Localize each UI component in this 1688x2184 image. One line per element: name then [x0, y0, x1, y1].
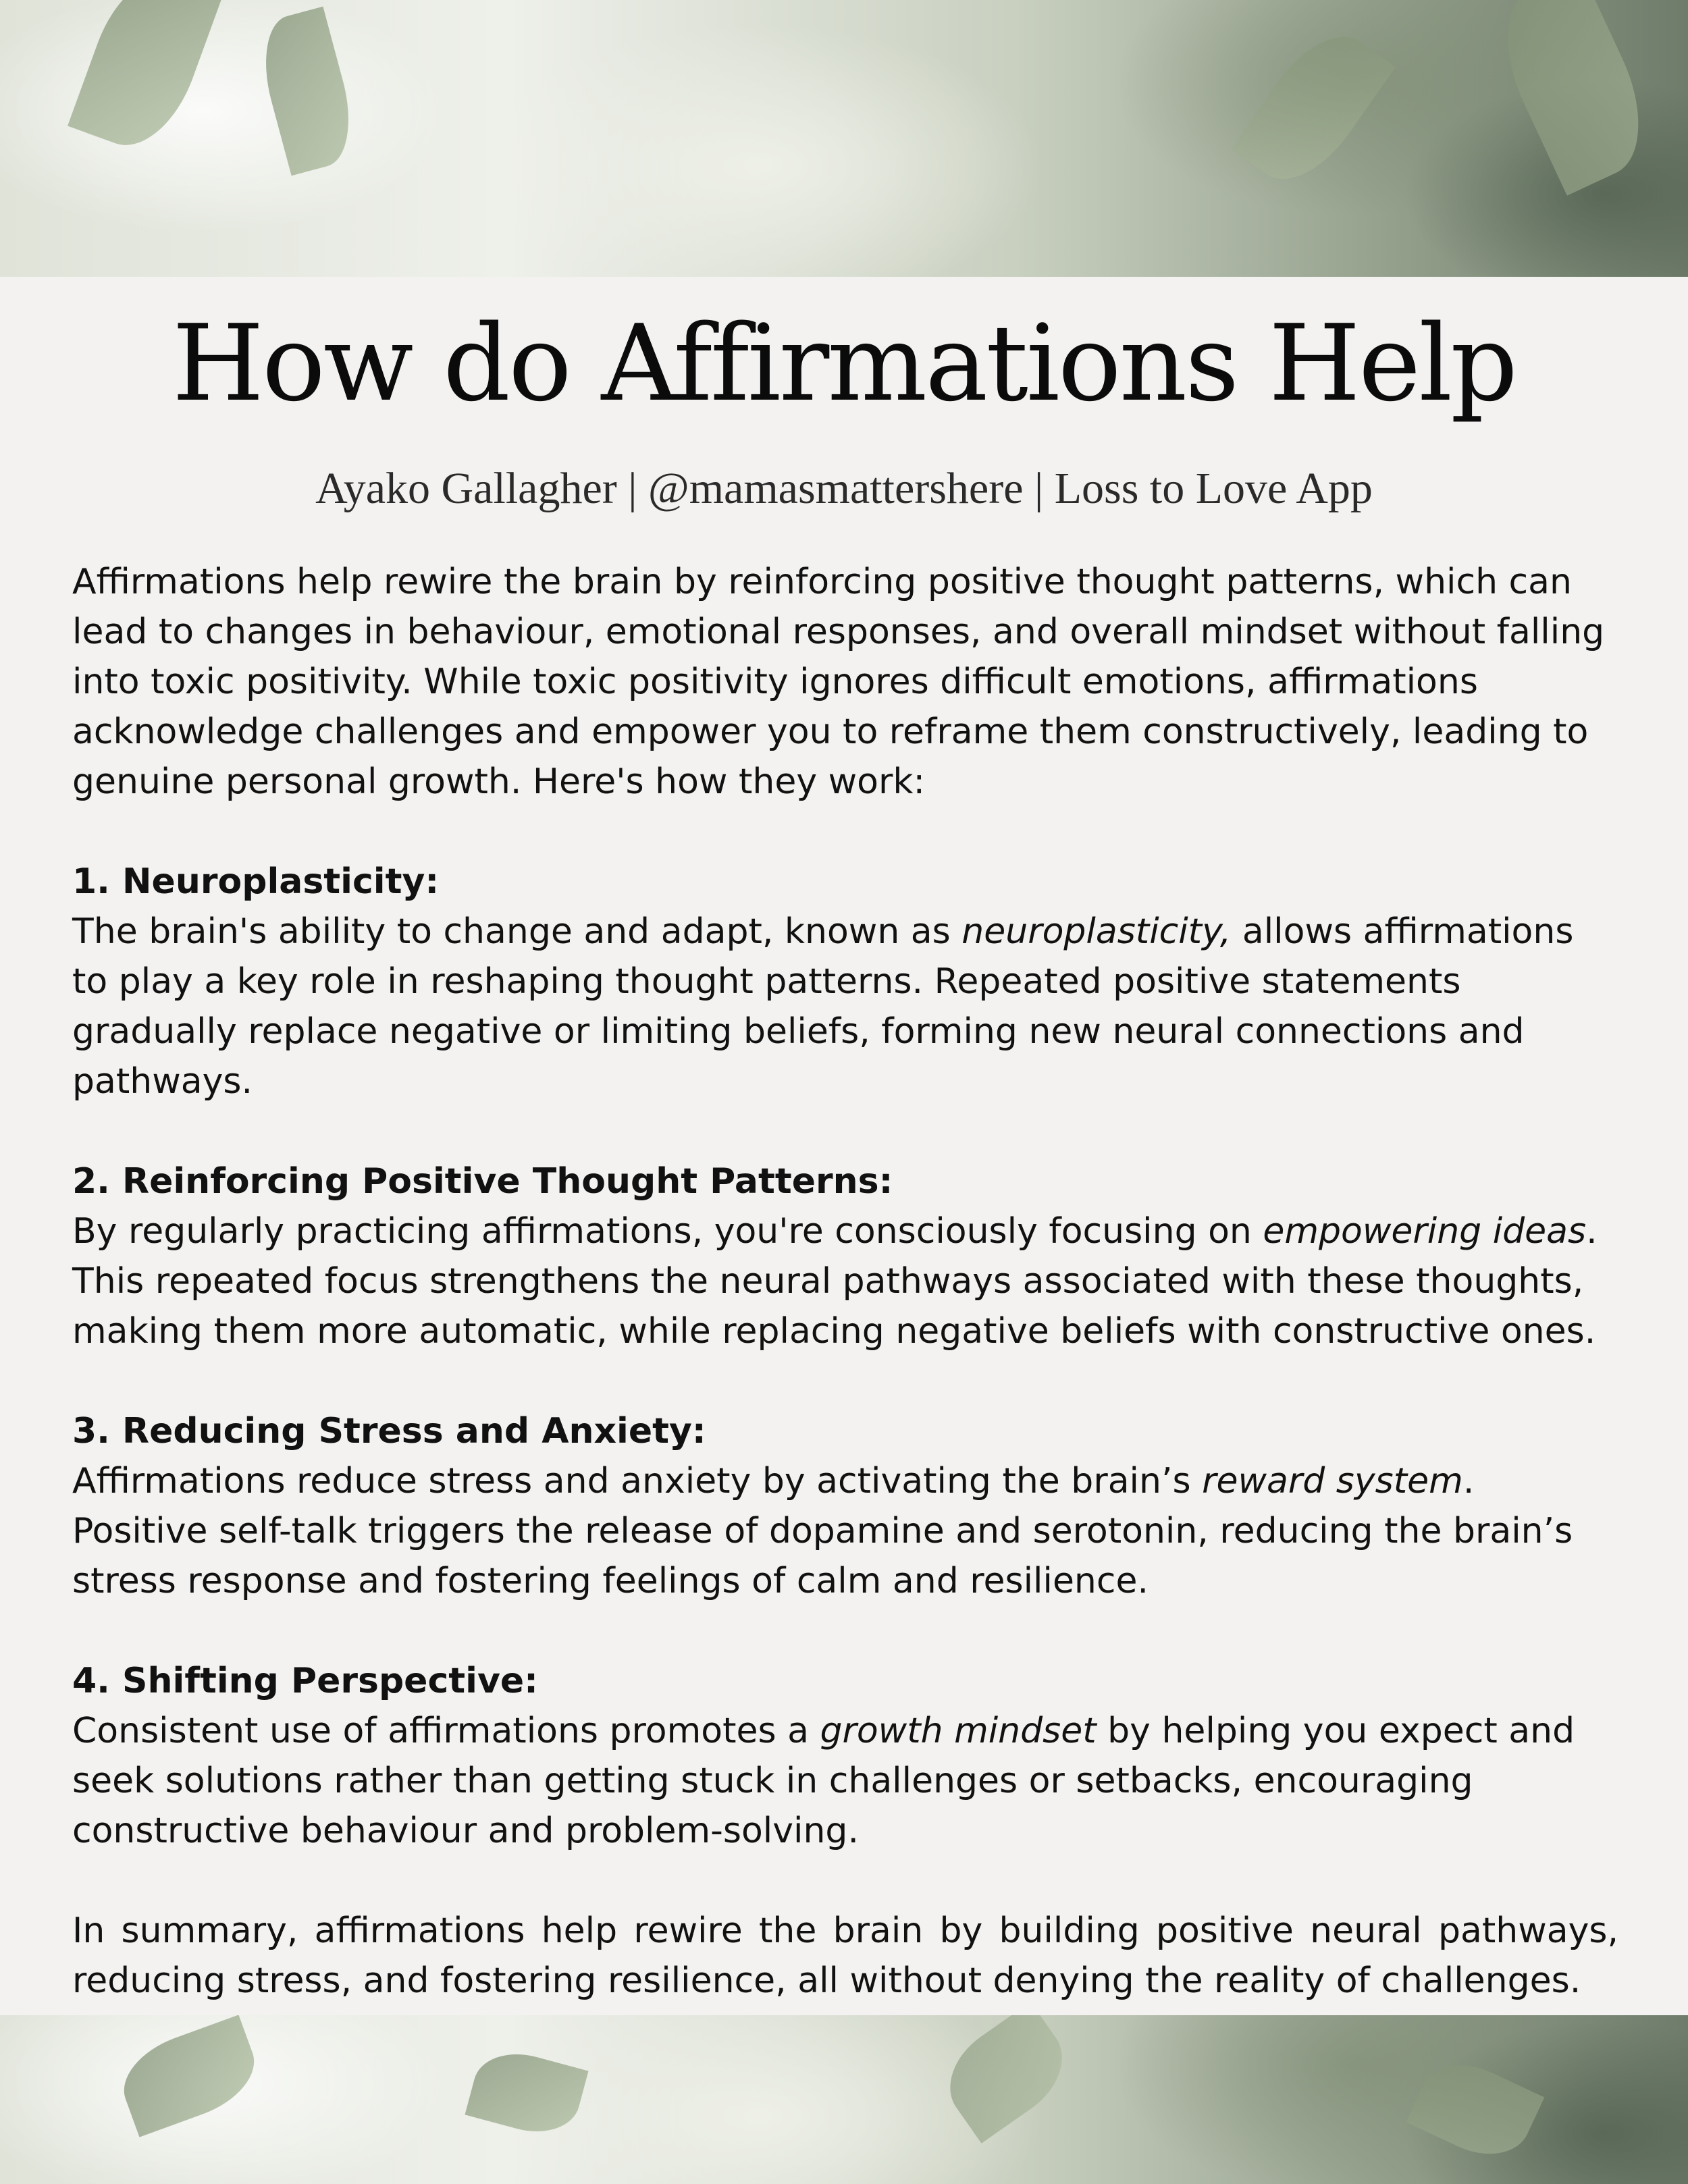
section-heading: 2. Reinforcing Positive Thought Patterns: — [72, 1161, 893, 1202]
emphasis-text: reward system — [1202, 1461, 1463, 1501]
section-text: Affirmations reduce stress and anxiety by activating the brain’s reward system. Positive self-talk triggers the release of dopamine and serotonin, reducing the brain’s stress response and fostering feelings of calm and resilience. — [72, 1461, 1573, 1601]
emphasis-text: neuroplasticity, — [961, 911, 1232, 952]
section-text: Consistent use of affirmations promotes a growth mindset by helping you expect and seek solutions rather than getting stuck in challenges or setbacks, encouraging constructive behaviour and problem-solving. — [72, 1711, 1575, 1851]
leaf-shape — [465, 2043, 588, 2143]
leaf-shape — [1406, 2049, 1545, 2171]
leaf-shape — [931, 2015, 1081, 2143]
leaf-shape — [68, 0, 223, 161]
footer-photo — [0, 2015, 1688, 2184]
summary-paragraph: In summary, affirmations help rewire the brain by building positive neural pathways, reducing stress, and fostering resilience, all without denying the reality of challenges. — [72, 1911, 1618, 2001]
section-text: The brain's ability to change and adapt, known as neuroplasticity, allows affirmations to play a key role in reshaping thought patterns. Repeated positive statements gradually replace negative or limiting beliefs, forming new neural connections and pathways. — [72, 911, 1574, 1102]
section-shifting-perspective — [72, 1656, 1618, 1856]
emphasis-text: empowering ideas — [1263, 1211, 1587, 1252]
article-body — [72, 557, 1618, 2056]
section-heading: 1. Neuroplasticity: — [72, 861, 440, 902]
section-neuroplasticity — [72, 857, 1618, 1107]
page-title: How do Affirmations Help — [172, 302, 1516, 425]
author-byline: Ayako Gallagher | @mamasmattershere | Loss to Love App — [315, 464, 1373, 513]
header-photo — [0, 0, 1688, 277]
content-panel — [0, 277, 1688, 2015]
section-heading: 3. Reducing Stress and Anxiety: — [72, 1411, 706, 1451]
section-heading: 4. Shifting Perspective: — [72, 1661, 538, 1701]
emphasis-text: growth mindset — [820, 1711, 1097, 1751]
leaf-shape — [251, 7, 363, 176]
leaf-shape — [1231, 16, 1396, 199]
section-reinforcing-patterns — [72, 1156, 1618, 1356]
leaf-shape — [1481, 0, 1665, 196]
intro-paragraph: Affirmations help rewire the brain by reinforcing positive thought patterns, which can lead to changes in behaviour, emotional responses, and overall mindset without falling into toxic positivity. While toxic positivity ignores difficult emotions, affirmations acknowledge challenges and empower you to reframe them constructively, leading to genuine personal growth. Here's how they work: — [72, 562, 1605, 802]
section-text: By regularly practicing affirmations, you're consciously focusing on empowering ideas. This repeated focus strengthens the neural pathways associated with these thoughts, making them more automatic, while replacing negative beliefs with constructive ones. — [72, 1211, 1598, 1352]
leaf-shape — [112, 2015, 267, 2137]
section-reducing-stress — [72, 1406, 1618, 1606]
